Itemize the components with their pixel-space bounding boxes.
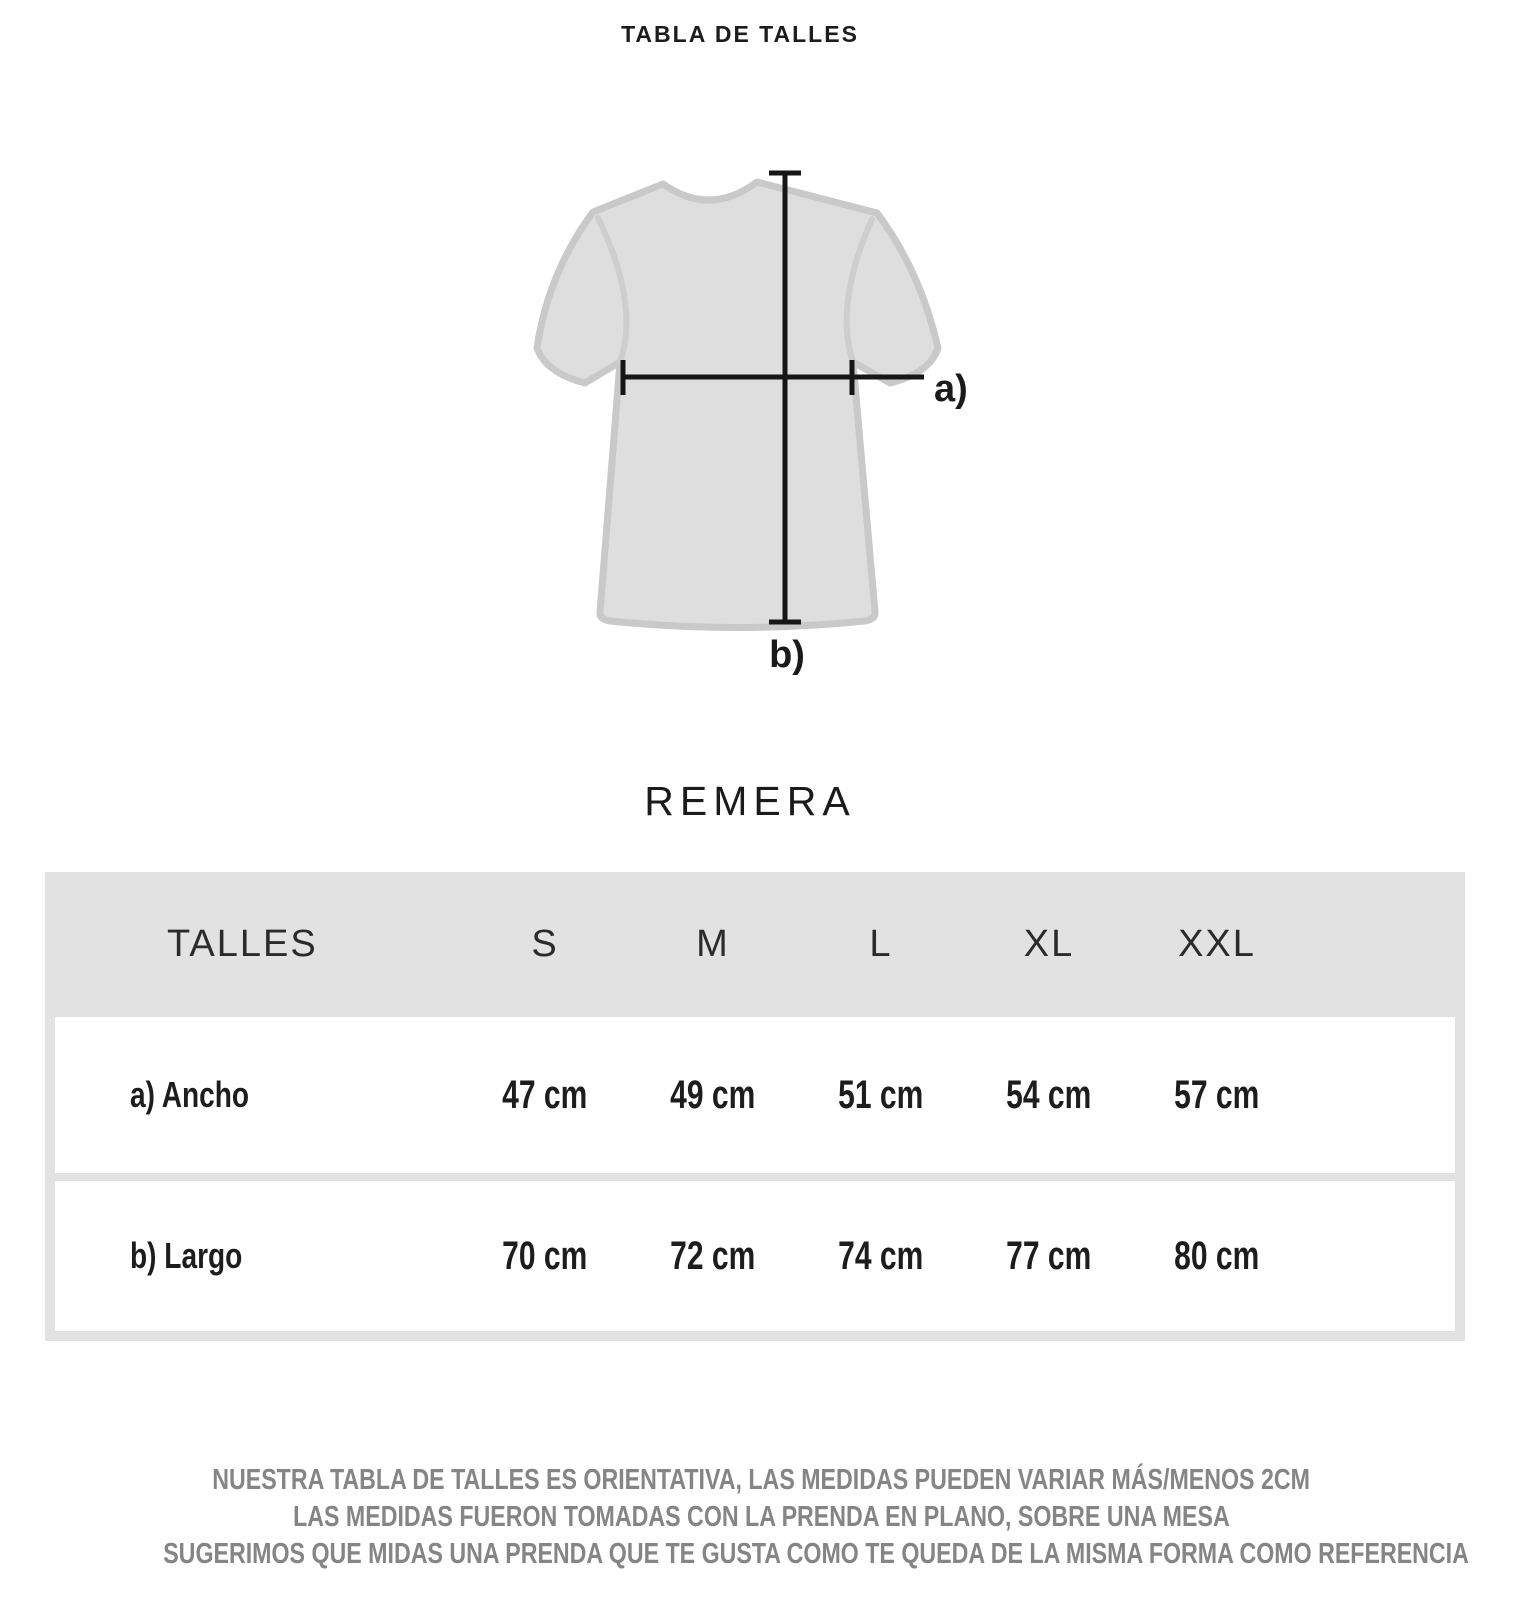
disclaimer-line-3: SUGERIMOS QUE MIDAS UNA PRENDA QUE TE GUSTA COMO TE QUEDA DE LA MISMA FORMA COMO REFERENCIA — [163, 1538, 1469, 1570]
ancho-value-s: 47 cm — [502, 1072, 588, 1117]
ancho-value-xxl: 57 cm — [1174, 1072, 1260, 1117]
width-measure-label: a) — [934, 368, 968, 411]
column-header-xl: XL — [1023, 923, 1075, 965]
page-title: TABLA DE TALLES — [621, 21, 859, 47]
ancho-value-xl: 54 cm — [1006, 1072, 1092, 1117]
row-label-largo: b) Largo — [130, 1235, 243, 1276]
ancho-value-l: 51 cm — [838, 1072, 924, 1117]
tshirt-diagram — [500, 155, 1000, 695]
largo-value-s: 70 cm — [502, 1233, 588, 1278]
table-row-ancho — [55, 1017, 1455, 1173]
size-table — [45, 872, 1465, 1341]
largo-value-xxl: 80 cm — [1174, 1233, 1260, 1278]
table-row-largo — [55, 1181, 1455, 1331]
length-measure-label: b) — [769, 634, 805, 676]
largo-value-l: 74 cm — [838, 1233, 924, 1278]
product-title: REMERA — [644, 778, 856, 824]
disclaimer-line-2: LAS MEDIDAS FUERON TOMADAS CON LA PRENDA EN PLANO, SOBRE UNA MESA — [292, 1501, 1230, 1533]
size-table-header-row — [55, 872, 1455, 1017]
row-label-ancho: a) Ancho — [130, 1074, 250, 1115]
tshirt-back-icon — [500, 155, 1000, 695]
column-header-s: S — [531, 923, 559, 965]
disclaimer-line-1: NUESTRA TABLA DE TALLES ES ORIENTATIVA, LAS MEDIDAS PUEDEN VARIAR MÁS/MENOS 2CM — [212, 1464, 1310, 1496]
column-header-xxl: XXL — [1178, 923, 1256, 965]
largo-value-xl: 77 cm — [1006, 1233, 1092, 1278]
tshirt-shape — [537, 182, 938, 628]
column-header-m: M — [696, 923, 730, 965]
ancho-value-m: 49 cm — [670, 1072, 756, 1117]
column-header-l: L — [869, 923, 893, 965]
largo-value-m: 72 cm — [670, 1233, 756, 1278]
disclaimer-notes — [0, 1462, 1522, 1573]
column-header-talles: TALLES — [167, 923, 318, 965]
